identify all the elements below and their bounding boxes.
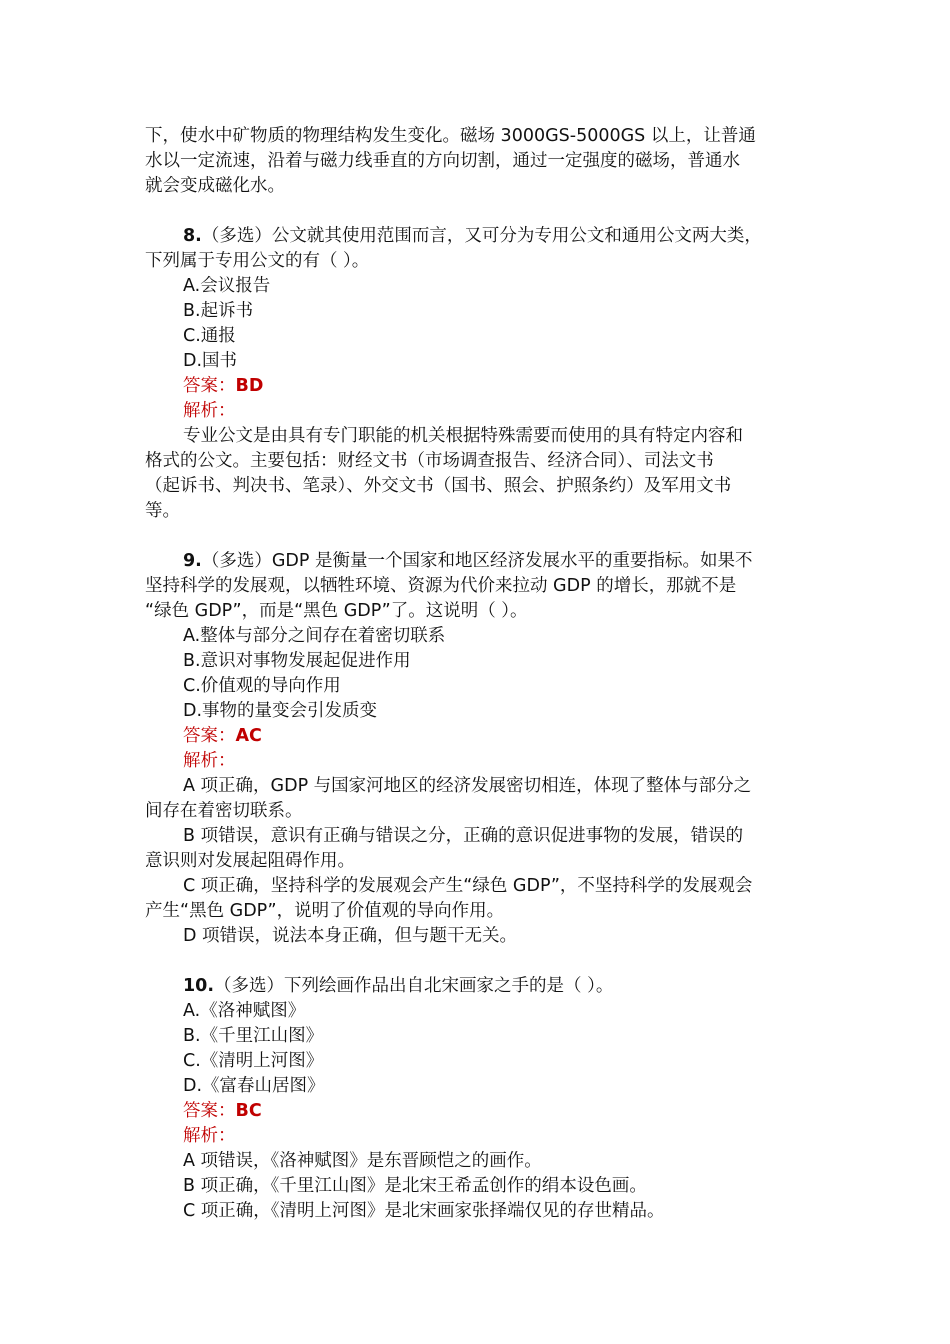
analysis-label: 解析： <box>183 751 236 771</box>
question-number: 10. <box>183 976 215 996</box>
analysis-line: A 项错误，《洛神赋图》是东晋顾恺之的画作。 <box>183 1151 542 1171</box>
analysis-line: 等。 <box>145 501 180 521</box>
analysis-line: A 项正确，GDP 与国家河地区的经济发展密切相连，体现了整体与部分之 <box>183 776 752 796</box>
answer-line <box>145 724 813 749</box>
answer-value: AC <box>235 726 262 746</box>
option-item: D.国书 <box>183 351 238 371</box>
question-stem <box>145 549 813 574</box>
analysis-line: B 项错误，意识有正确与错误之分，正确的意识促进事物的发展，错误的 <box>183 826 744 846</box>
analysis-label: 解析： <box>183 401 236 421</box>
intro-line: 下，使水中矿物质的物理结构发生变化。磁场 3000GS-5000GS 以上，让普通 <box>145 126 756 146</box>
question-stem-continued: 下列属于专用公文的有（ ）。 <box>145 251 370 271</box>
option-item: C.通报 <box>183 326 236 346</box>
answer-line <box>145 1099 813 1124</box>
document-body <box>145 124 813 1224</box>
answer-label: 答案： <box>183 376 236 396</box>
question-stem-continued: “绿色 GDP”，而是“黑色 GDP”了。这说明（ ）。 <box>145 601 528 621</box>
blank-line <box>145 524 813 549</box>
option-item: C.价值观的导向作用 <box>183 676 341 696</box>
answer-line <box>145 374 813 399</box>
analysis-line: （起诉书、判决书、笔录）、外交文书（国书、照会、护照条约）及军用文书 <box>145 476 732 496</box>
analysis-line: B 项正确，《千里江山图》是北宋王希孟创作的绢本设色画。 <box>183 1176 647 1196</box>
option-item: A.《洛神赋图》 <box>183 1001 306 1021</box>
analysis-line: D 项错误，说法本身正确，但与题干无关。 <box>183 926 518 946</box>
analysis-line: C 项正确，坚持科学的发展观会产生“绿色 GDP”，不坚持科学的发展观会 <box>183 876 753 896</box>
answer-label: 答案： <box>183 726 236 746</box>
option-item: B.意识对事物发展起促进作用 <box>183 651 411 671</box>
option-item: C.《清明上河图》 <box>183 1051 324 1071</box>
option-item: B.起诉书 <box>183 301 254 321</box>
question-number: 9. <box>183 551 202 571</box>
option-item: D.《富春山居图》 <box>183 1076 325 1096</box>
question-block <box>145 974 813 1224</box>
analysis-line: 意识则对发展起阻碍作用。 <box>145 851 355 871</box>
analysis-line: C 项正确，《清明上河图》是北宋画家张择端仅见的存世精品。 <box>183 1201 665 1221</box>
analysis-line: 专业公文是由具有专门职能的机关根据特殊需要而使用的具有特定内容和 <box>183 426 743 446</box>
answer-value: BD <box>235 376 264 396</box>
blank-line <box>145 199 813 224</box>
question-stem-text: （多选）公文就其使用范围而言，又可分为专用公文和通用公文两大类， <box>201 226 762 246</box>
option-item: A.会议报告 <box>183 276 271 296</box>
analysis-line: 格式的公文。主要包括：财经文书（市场调查报告、经济合同）、司法文书 <box>145 451 714 471</box>
question-stem <box>145 224 813 249</box>
analysis-line: 间存在着密切联系。 <box>145 801 303 821</box>
intro-line: 水以一定流速，沿着与磁力线垂直的方向切割，通过一定强度的磁场，普通水 <box>145 151 740 171</box>
question-stem-continued: 坚持科学的发展观，以牺牲环境、资源为代价来拉动 GDP 的增长，那就不是 <box>145 576 737 596</box>
option-item: D.事物的量变会引发质变 <box>183 701 378 721</box>
question-block <box>145 224 813 524</box>
question-block <box>145 549 813 949</box>
question-stem <box>145 974 813 999</box>
answer-value: BC <box>235 1101 262 1121</box>
question-number: 8. <box>183 226 202 246</box>
option-item: B.《千里江山图》 <box>183 1026 324 1046</box>
question-stem-text: （多选）GDP 是衡量一个国家和地区经济发展水平的重要指标。如果不 <box>201 551 753 571</box>
blank-line <box>145 949 813 974</box>
answer-label: 答案： <box>183 1101 236 1121</box>
intro-line: 就会变成磁化水。 <box>145 176 285 196</box>
analysis-line: 产生“黑色 GDP”，说明了价值观的导向作用。 <box>145 901 505 921</box>
analysis-label: 解析： <box>183 1126 236 1146</box>
question-stem-text: （多选）下列绘画作品出自北宋画家之手的是（ ）。 <box>214 976 614 996</box>
option-item: A.整体与部分之间存在着密切联系 <box>183 626 446 646</box>
